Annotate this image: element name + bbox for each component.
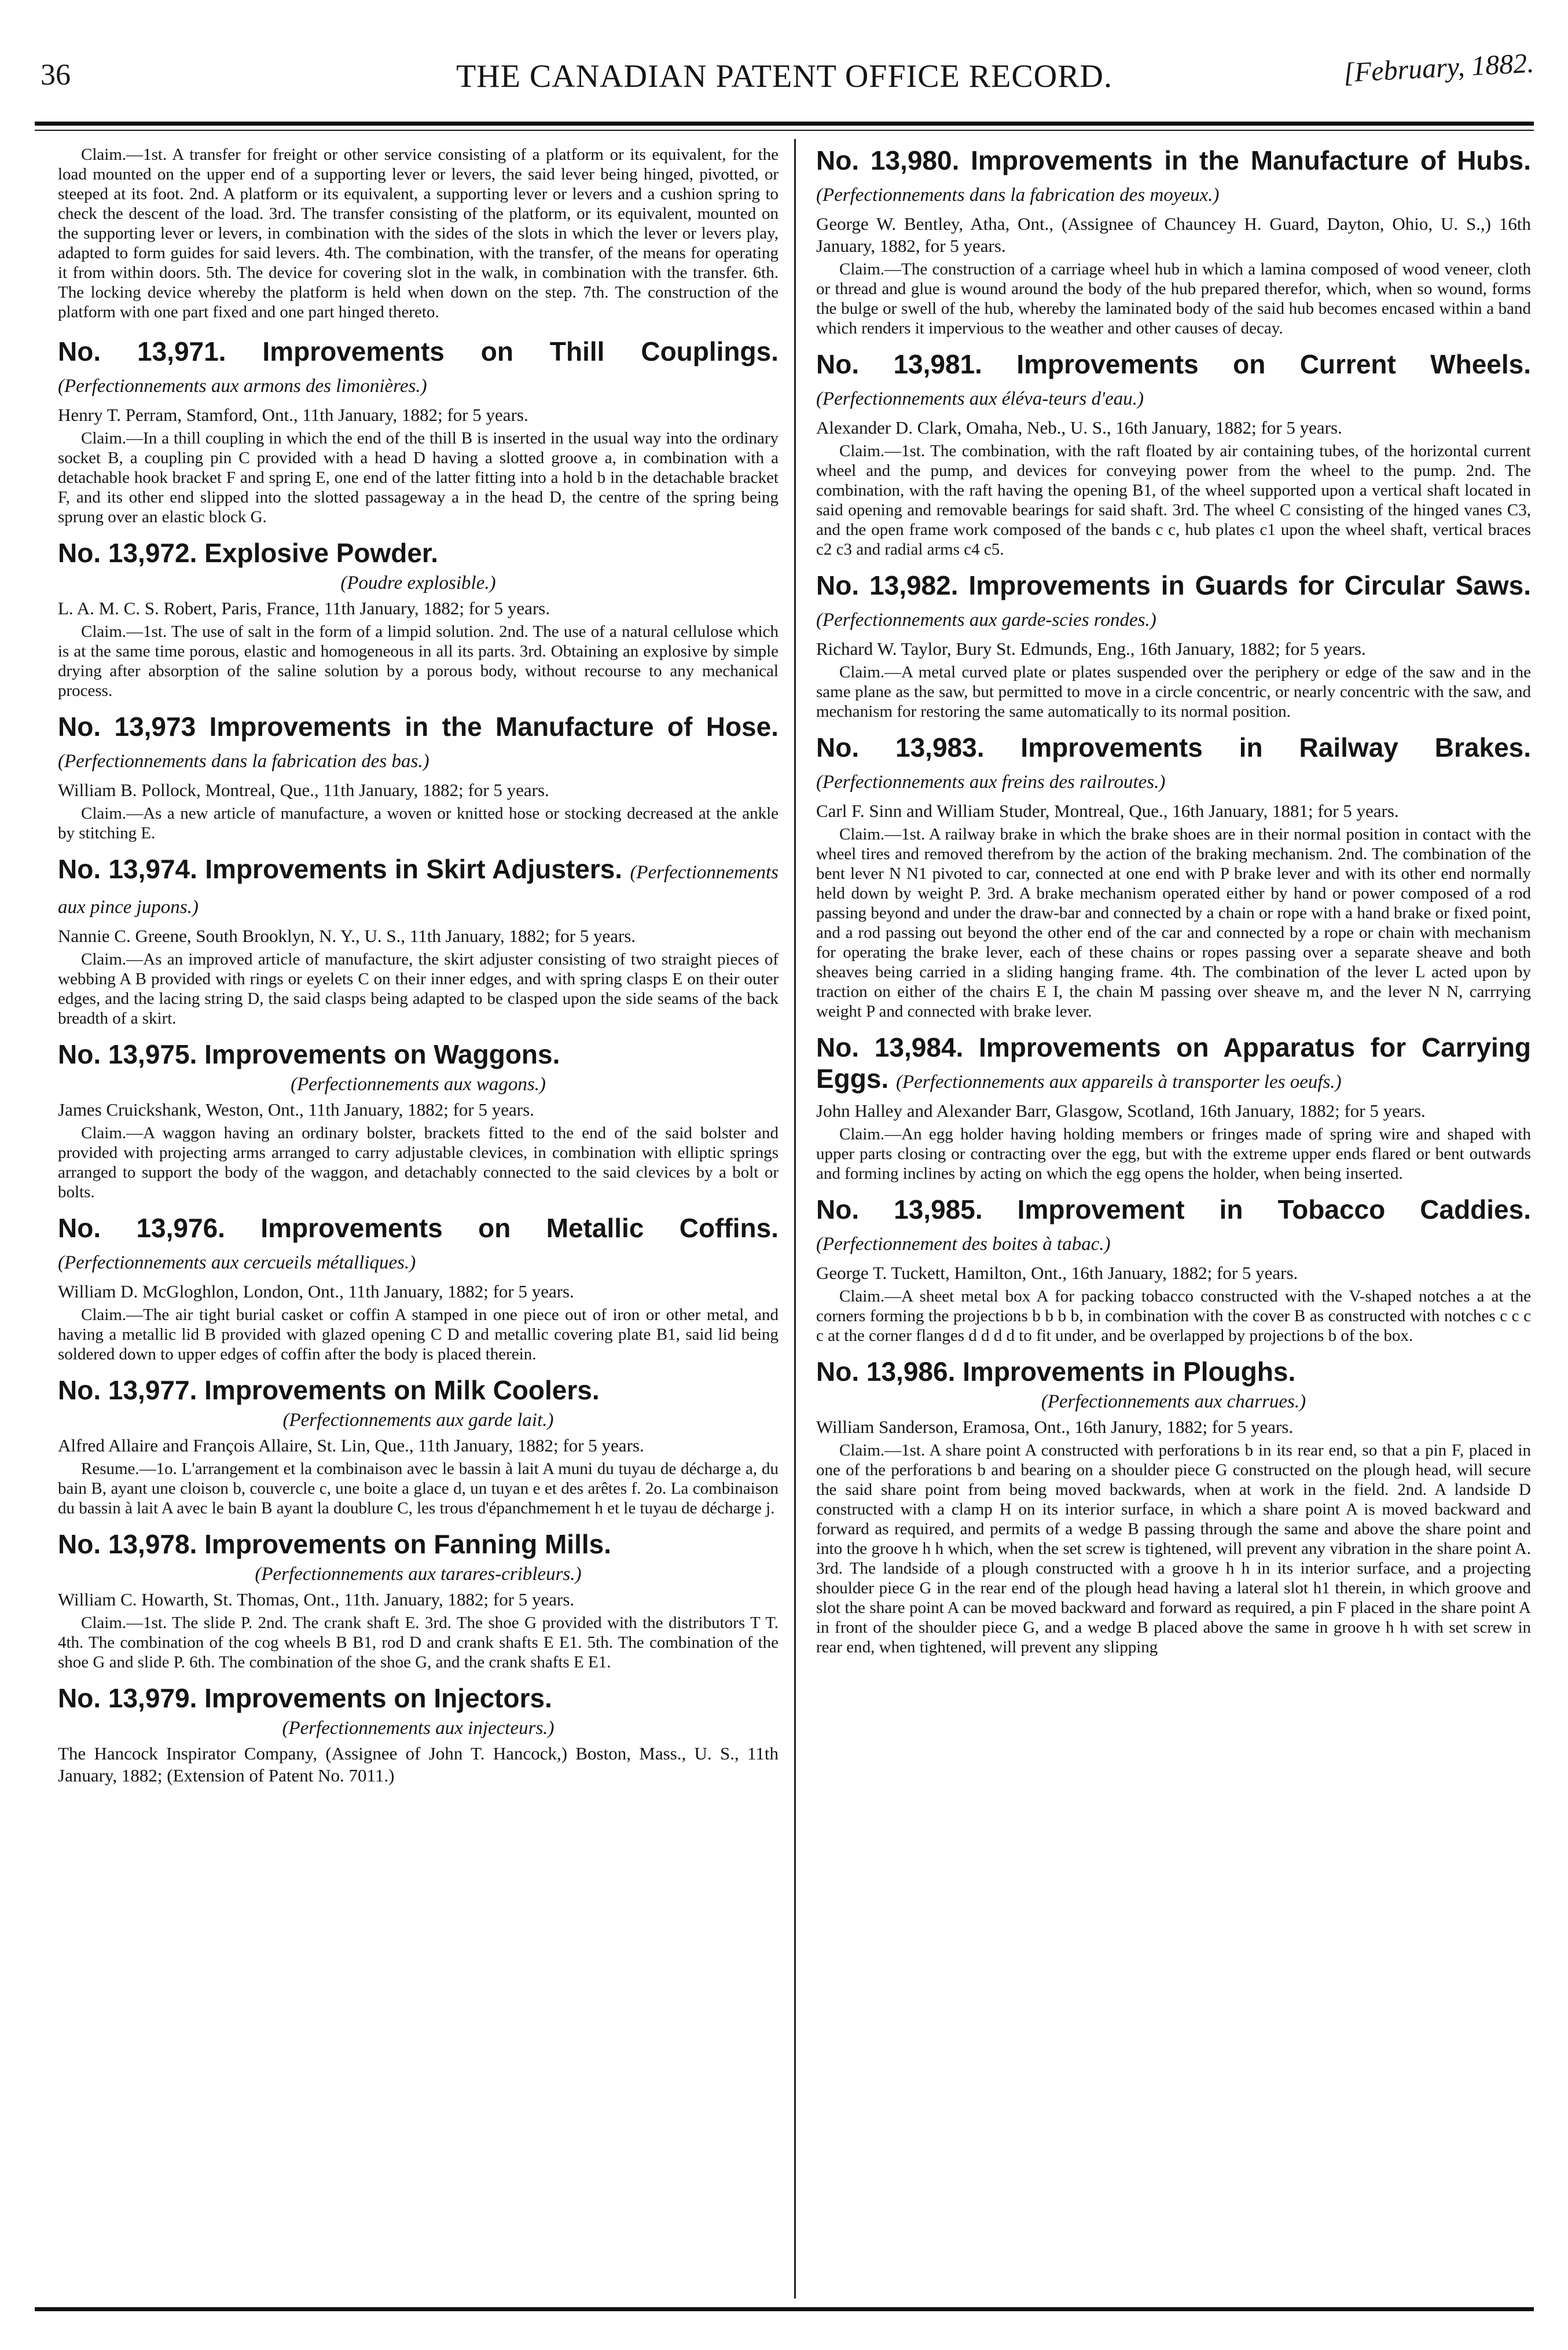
- left-column: [58, 145, 779, 2301]
- patentee: Alfred Allaire and François Allaire, St. Lin, Que., 11th January, 1882; for 5 years.: [58, 1435, 644, 1456]
- patent-claim: Claim.—1st. The slide P. 2nd. The crank shaft E. 3rd. The shoe G provided with the distributors T T. 4th. The combination of the cog wheels B B1, rod D and crank shafts E E1. 5th. The combination of the shoe G and slide P. 6th. The combination of the shoe G, and the crank shafts E E1.: [58, 1614, 779, 1671]
- patent-number: No. 13,981.: [816, 349, 982, 379]
- patent-heading: [816, 570, 1531, 636]
- right-column: [816, 145, 1531, 2301]
- patent-heading: [816, 1194, 1531, 1260]
- patent-title: Improvements in Railway Brakes.: [1020, 732, 1531, 762]
- patent-heading: [816, 145, 1531, 211]
- patent-title: Improvements on Metallic Coffins.: [260, 1213, 779, 1243]
- patent-number: No. 13,982.: [816, 570, 959, 600]
- patent-heading: [816, 1356, 1531, 1387]
- french-title: (Perfectionnements aux appareils à transporter les oeufs.): [896, 1072, 1342, 1092]
- patentee: Richard W. Taylor, Bury St. Edmunds, Eng., 16th January, 1882; for 5 years.: [816, 639, 1366, 659]
- patent-claim: Claim.—As a new article of manufacture, a woven or knitted hose or stocking decreased at the ankle by stitching E.: [58, 804, 779, 842]
- patent-heading: [816, 732, 1531, 798]
- patent-title: Improvements on Milk Coolers.: [204, 1375, 600, 1405]
- patent-claim: Claim.—The air tight burial casket or coffin A stamped in one piece out of iron or other metal, and having a metallic lid B provided with glazed opening C D and metallic covering plate B1, said lid being soldered down to upper edges of coffin after the body is placed therein.: [58, 1306, 779, 1363]
- patent-title: Explosive Powder.: [204, 538, 439, 568]
- patent-heading: [816, 349, 1531, 415]
- patent-heading: [58, 1374, 779, 1406]
- patent-heading: [58, 537, 779, 569]
- french-title: (Perfectionnements aux éléva-teurs d'eau.): [816, 388, 1144, 409]
- patentee: Alexander D. Clark, Omaha, Neb., U. S., 16th January, 1882; for 5 years.: [816, 417, 1342, 438]
- patent-entry: [58, 1212, 779, 1364]
- continued-claim: Claim.—1st. A transfer for freight or other service consisting of a platform or its equivalent, for the load mounted on the upper end of a supporting lever or levers, the said lever being hinged, pivotted, or steeped at its foot. 2nd. A platform or its equivalent, a supporting lever or levers and a cushion spring to check the descent of the load. 3rd. The transfer consisting of the platform, or its equivalent, mounted on the supporting lever or levers, in combination with the sides of the slots in which the lever or levers play, adapted to form guides for said levers. 4th. The combination, with the transfer, of the means for operating it from within doors. 5th. The device for covering slot in the walk, in combination with the transfer. 6th. The locking device whereby the platform is held when down on the step. 7th. The construction of the platform with one part fixed and one part hinged thereto.: [58, 145, 779, 321]
- patentee: George W. Bentley, Atha, Ont., (Assignee of Chauncey H. Guard, Dayton, Ohio, U. S.,) 16th January, 1882, for 5 years.: [816, 214, 1531, 256]
- french-title: (Perfectionnements aux pince jupons.): [58, 862, 779, 918]
- patent-heading: [58, 1528, 779, 1560]
- patent-entry: [816, 145, 1531, 338]
- patent-title: Improvements on Injectors.: [204, 1683, 552, 1713]
- patentee: James Cruickshank, Weston, Ont., 11th January, 1882; for 5 years.: [58, 1099, 534, 1120]
- patent-number: No. 13,972.: [58, 538, 197, 568]
- patent-claim: Claim.—A metal curved plate or plates suspended over the periphery or edge of the saw and in the same plane as the saw, but permitted to move in a circle concentric, or nearly concentric with the saw, and mechanism for restoring the same automatically to its normal position.: [816, 663, 1531, 721]
- running-title: THE CANADIAN PATENT OFFICE RECORD.: [456, 58, 1112, 94]
- patent-claim: Claim.—1st. A share point A constructed with perforations b in its rear end, so that a pin F, placed in one of the perforations b and bearing on a shoulder piece G constructed on the plough head, will secure the said share point from being moved backwards, when at work in the field. 2nd. A landside D constructed with a clamp H on its interior surface, in which a share point A is moved backward and forward as required, and permits of a wedge B passing through the same and above the share point and into the groove h h which, when the set screw is tightened, will prevent any vibration in the share point A. 3rd. The landside of a plough constructed with a groove h h in its interior surface, and a projecting shoulder piece G in the rear end of the plough head having a lateral slot h1 therein, in which groove and slot the share point A can be moved backward and forward as required, a pin F placed in the share point A in front of the shoulder piece G, and a wedge B placed above the same in groove h h with set screw in rear end, when tightened, will prevent any slipping: [816, 1441, 1531, 1656]
- patent-heading: [58, 853, 779, 923]
- patent-entry: [58, 336, 779, 527]
- header-rule-thin: [35, 130, 1534, 131]
- patent-claim: Claim.—A sheet metal box A for packing tobacco constructed with the V-shaped notches a at the corners forming the projections b b b b, in combination with the cover B as constructed with notches c c c c at the corner flanges d d d d to fit under, and be overlapped by projections b of the box.: [816, 1287, 1531, 1345]
- patentee: Henry T. Perram, Stamford, Ont., 11th January, 1882; for 5 years.: [58, 405, 528, 425]
- patent-entry: [58, 537, 779, 701]
- patent-number: No. 13,978.: [58, 1529, 197, 1559]
- french-title: (Poudre explosible.): [340, 573, 496, 593]
- patent-entry: [816, 349, 1531, 559]
- french-title: (Perfectionnements aux injecteurs.): [282, 1718, 555, 1739]
- patent-number: No. 13,973: [58, 712, 196, 742]
- patent-number: No. 13,984.: [816, 1032, 964, 1062]
- french-title: (Perfectionnements aux garde lait.): [282, 1410, 554, 1431]
- patent-entry: [58, 711, 779, 843]
- patent-claim: Resume.—1o. L'arrangement et la combinaison avec le bassin à lait A muni du tuyau de décharge a, du bain B, ayant une cloison b, couvercle c, une boite a glace d, un tuyan e et des arêtes f. 2o. La combinaison du bassin à lait A avec le bain B ayant la doublure C, les trous d'épanchmement h et le tuyau de décharge j.: [58, 1460, 779, 1517]
- issue-date: [February, 1882.: [1342, 47, 1535, 89]
- patent-entry: [58, 1528, 779, 1672]
- patent-number: No. 13,971.: [58, 336, 226, 366]
- patent-title: Improvements in Ploughs.: [963, 1357, 1296, 1387]
- patentee: John Halley and Alexander Barr, Glasgow, Scotland, 16th January, 1882; for 5 years.: [816, 1101, 1426, 1121]
- patent-number: No. 13,983.: [816, 732, 985, 762]
- patent-title: Improvement in Tobacco Caddies.: [1017, 1194, 1531, 1225]
- patentee: William B. Pollock, Montreal, Que., 11th January, 1882; for 5 years.: [58, 780, 549, 800]
- patentee: The Hancock Inspirator Company, (Assignee of John T. Hancock,) Boston, Mass., U. S., 11th January, 1882; (Extension of Patent No. 7011.): [58, 1743, 779, 1786]
- patent-heading: [58, 711, 779, 777]
- patentee: William D. McGloghlon, London, Ont., 11th January, 1882; for 5 years.: [58, 1281, 574, 1302]
- header-rule: [35, 122, 1534, 126]
- patentee: Carl F. Sinn and William Studer, Montreal, Que., 16th January, 1881; for 5 years.: [816, 801, 1399, 821]
- patentee: L. A. M. C. S. Robert, Paris, France, 11th January, 1882; for 5 years.: [58, 598, 550, 618]
- column-divider: [794, 139, 796, 2298]
- patent-claim: Claim.—An egg holder having holding members or fringes made of spring wire and shaped with upper parts closing or contracting over the egg, but with the extreme upper ends flared or bent outwards and forming inclines by acting on which the egg opens the holder, when being inserted.: [816, 1125, 1531, 1183]
- patent-number: No. 13,979.: [58, 1683, 197, 1713]
- patent-number: No. 13,975.: [58, 1039, 197, 1069]
- french-title: (Perfectionnements aux tarares-cribleurs.): [255, 1564, 582, 1585]
- patent-claim: Claim.—1st. The combination, with the raft floated by air containing tubes, of the horizontal current wheel and the pump, and devices for conveying power from the wheel to the pump. 2nd. The combination, with the raft having the opening B1, of the wheel supported upon a vertical shaft located in said opening and removable bearings for said shaft. 3rd. The wheel C consisting of the hinged vanes C3, and the open frame work composed of the bands c c, hub plates c1 upon the wheel shaft, vertical braces c2 c3 and radial arms c4 c5.: [816, 442, 1531, 559]
- patent-title: Improvements on Apparatus for Carrying Eggs.: [816, 1032, 1531, 1094]
- patent-entry: [58, 1374, 779, 1518]
- patent-claim: Claim.—The construction of a carriage wheel hub in which a lamina composed of wood veneer, cloth or thread and glue is wound around the body of the hub prepared therefor, which, when so wound, forms the bulge or swell of the hub, whereby the laminated body of the said hub becomes encased within a band which renders it impervious to the weather and other causes of decay.: [816, 260, 1531, 338]
- patent-heading: [816, 1032, 1531, 1098]
- patent-heading: [58, 1039, 779, 1070]
- patent-entry: [816, 570, 1531, 721]
- patent-claim: Claim.—1st. The use of salt in the form of a limpid solution. 2nd. The use of a natural cellulose which is at the same time porous, elastic and homogeneous in all its parts. 3rd. Obtaining an explosive by simple drying after absorption of the saline solution by a porous body, without recourse to any mechanical process.: [58, 622, 779, 700]
- patentee: George T. Tuckett, Hamilton, Ont., 16th January, 1882; for 5 years.: [816, 1263, 1298, 1283]
- patent-entry: [816, 1356, 1531, 1657]
- french-title: (Perfectionnements aux wagons.): [291, 1074, 546, 1095]
- patent-claim: Claim.—In a thill coupling in which the end of the thill B is inserted in the usual way into the ordinary socket B, a coupling pin C provided with a head D having a slotted groove a, in combination with a detachable hook bracket F and spring E, one end of the latter fitting into a hold b in the detachable bracket F, and its other end slipped into the slotted passageway a in the head D, the centre of the spring being sprung over an elastic block G.: [58, 429, 779, 526]
- patent-claim: Claim.—As an improved article of manufacture, the skirt adjuster consisting of two straight pieces of webbing A B provided with rings or eyelets C on their inner edges, and with spring clasps E on their outer edges, and the lacing string D, the said clasps being adapted to be clasped upon the side seams of the back breadth of a skirt.: [58, 950, 779, 1028]
- patentee: Nannie C. Greene, South Brooklyn, N. Y., U. S., 11th January, 1882; for 5 years.: [58, 926, 636, 946]
- french-title: (Perfectionnements aux armons des limonières.): [58, 376, 427, 397]
- patent-entry: [816, 1032, 1531, 1183]
- footer-rule: [35, 2307, 1534, 2311]
- patent-number: No. 13,977.: [58, 1375, 197, 1405]
- patent-number: No. 13,974.: [58, 854, 197, 884]
- patent-title: Improvements in Guards for Circular Saws.: [968, 570, 1531, 600]
- patent-title: Improvements on Current Wheels.: [1016, 349, 1531, 379]
- french-title: (Perfectionnements aux garde-scies rondes.): [816, 610, 1156, 630]
- patent-title: Improvements in the Manufacture of Hose.: [209, 712, 779, 742]
- patent-number: No. 13,976.: [58, 1213, 225, 1243]
- patent-number: No. 13,985.: [816, 1194, 983, 1225]
- french-title: (Perfectionnements aux charrues.): [1041, 1391, 1306, 1412]
- patent-title: Improvements in Skirt Adjusters.: [205, 854, 623, 884]
- patent-heading: [58, 336, 779, 402]
- french-title: (Perfectionnements aux cercueils métalliques.): [58, 1252, 416, 1273]
- patent-entry: [816, 1194, 1531, 1346]
- patent-title: Improvements on Thill Couplings.: [262, 336, 779, 366]
- patent-title: Improvements in the Manufacture of Hubs.: [971, 145, 1531, 175]
- patent-claim: Claim.—A waggon having an ordinary bolster, brackets fitted to the end of the said bolster and provided with projecting arms arranged to carry adjustable clevices, in combination with elliptic springs arranged to support the body of the waggon, and detachably connected to the said clevices by a bolt or bolts.: [58, 1124, 779, 1201]
- french-title: (Perfectionnement des boites à tabac.): [816, 1234, 1111, 1255]
- french-title: (Perfectionnements dans la fabrication des bas.): [58, 751, 429, 772]
- patent-claim: Claim.—1st. A railway brake in which the brake shoes are in their normal position in contact with the wheel tires and removed therefrom by the action of the braking mechanism. 2nd. The combination of the bent lever N N1 pivoted to car, connected at one end with P brake lever and with its other end normally held down by weight P. 3rd. A brake mechanism operated either by hand or power composed of a rod passing beyond and under the draw-bar and connected by a chain or rope with a hand brake or fixed point, and a rod passing out beyond the other end of the car and connected by a rope or chain with mechanism for operating the brake lever, each of these chains or ropes passing over a separate sheave and both sheaves being carried in a sliding hanging frame. 4th. The combination of the lever L acted upon by traction on either of the chairs E I, the chain M passing over sheave m, and the lever N N, carrrying weight P and connected with brake lever.: [816, 825, 1531, 1021]
- patentee: William Sanderson, Eramosa, Ont., 16th Janury, 1882; for 5 years.: [816, 1417, 1294, 1437]
- patent-heading: [58, 1682, 779, 1714]
- patentee: William C. Howarth, St. Thomas, Ont., 11th. January, 1882; for 5 years.: [58, 1589, 575, 1610]
- patent-entry: [816, 732, 1531, 1021]
- french-title: (Perfectionnements dans la fabrication des moyeux.): [816, 185, 1220, 206]
- patent-entry: [58, 1039, 779, 1202]
- french-title: (Perfectionnements aux freins des railroutes.): [816, 772, 1166, 793]
- patent-title: Improvements on Waggons.: [204, 1039, 560, 1069]
- patent-heading: [58, 1212, 779, 1278]
- patent-number: No. 13,986.: [816, 1357, 956, 1387]
- page-number: 36: [41, 58, 71, 91]
- patent-entry: [58, 1682, 779, 1787]
- patent-number: No. 13,980.: [816, 145, 960, 175]
- patent-entry: [58, 853, 779, 1028]
- page-header: [35, 47, 1535, 98]
- patent-title: Improvements on Fanning Mills.: [204, 1529, 611, 1559]
